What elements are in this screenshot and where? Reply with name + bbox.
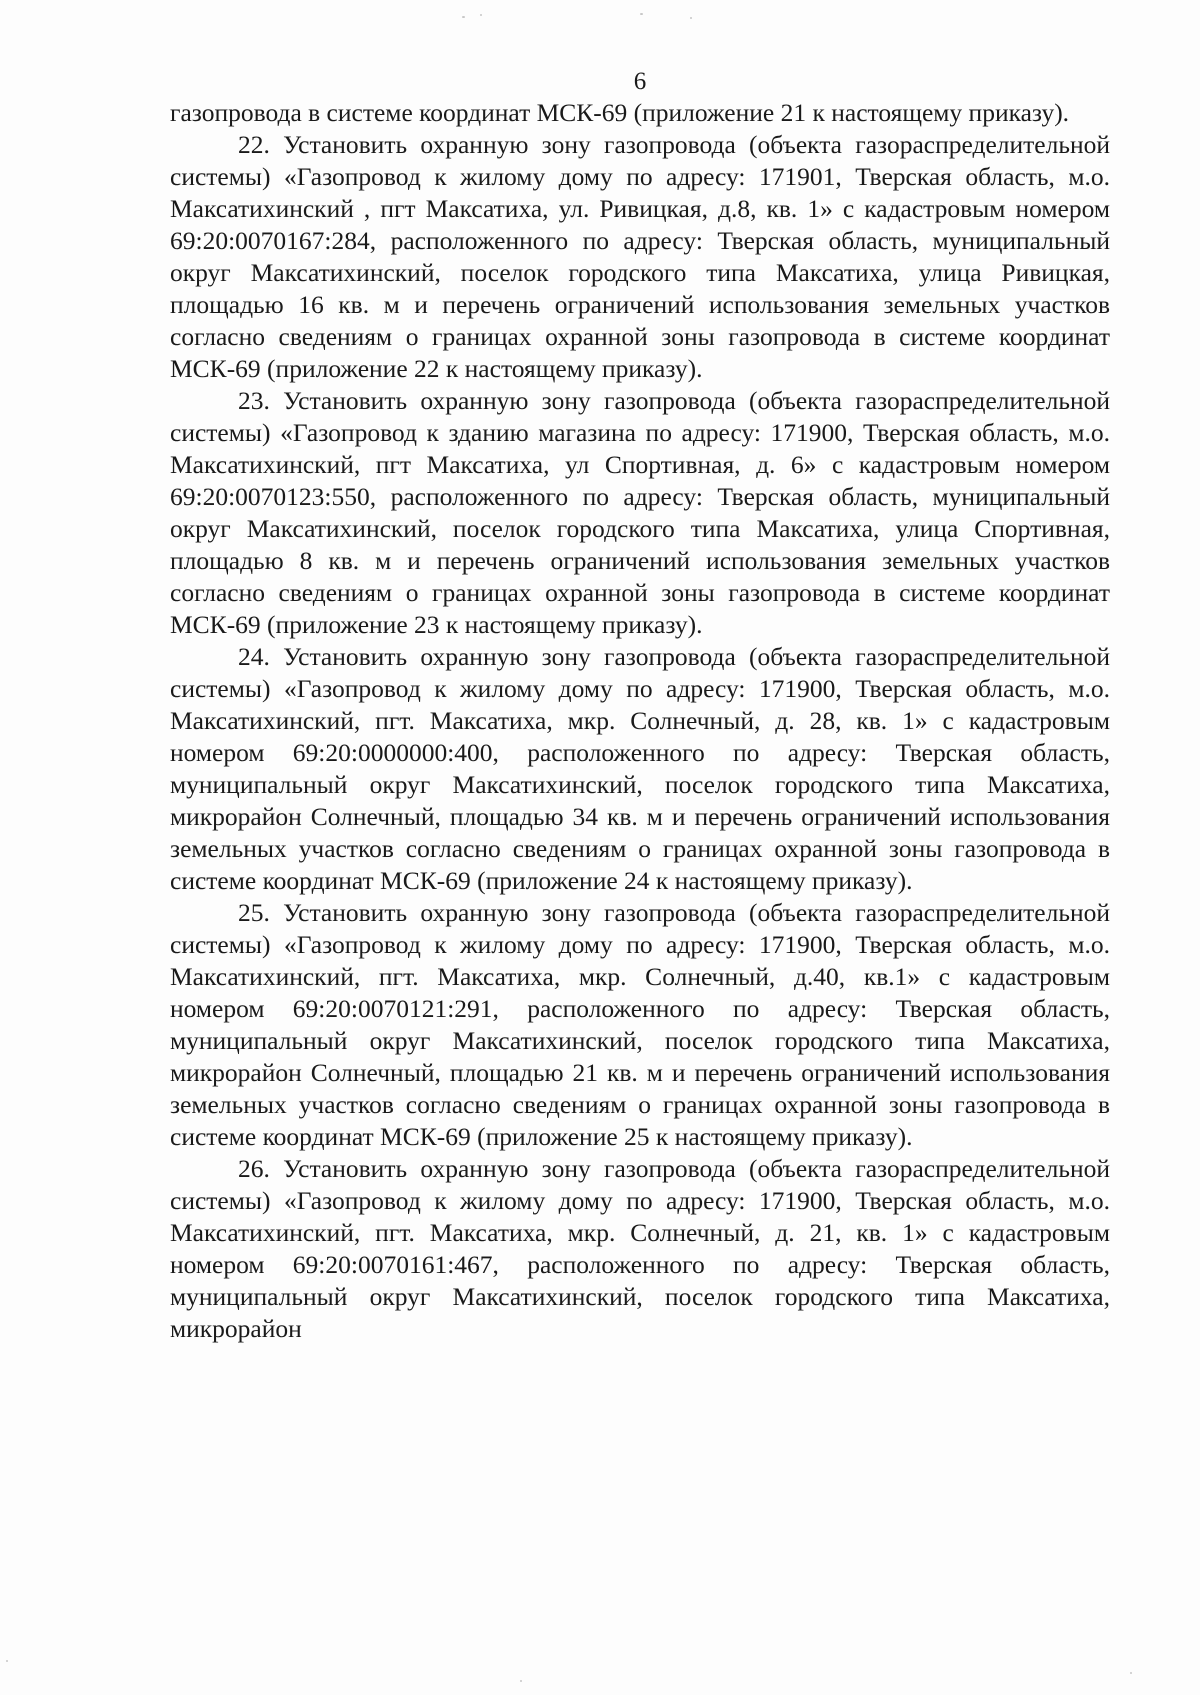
scan-speck bbox=[640, 13, 643, 15]
paragraph-item-24: 24. Установить охранную зону газопровода (объекта газораспределительной системы) «Газопровод к жилому дому по адресу: 171900, Тверская область, м.о. Максатихинский, пгт. Максатиха, мкр. Солнечный, д. 28, кв. 1» с кадастровым номером 69:20:0000000:400, расположенного по адресу: Тверская область, муниципальный округ Максатихинский, поселок городского типа Максатиха, микрорайон Солнечный, площадью 34 кв. м и перечень ограничений использования земельных участков согласно сведениям о границах охранной зоны газопровода в системе координат МСК-69 (приложение 24 к настоящему приказу). bbox=[170, 642, 1110, 895]
scan-speck bbox=[690, 17, 692, 19]
document-body bbox=[170, 97, 1110, 1345]
paragraph-item-23: 23. Установить охранную зону газопровода (объекта газораспределительной системы) «Газопровод к зданию магазина по адресу: 171900, Тверская область, м.о. Максатихинский, пгт Максатиха, ул Спортивная, д. 6» с кадастровым номером 69:20:0070123:550, расположенного по адресу: Тверская область, муниципальный округ Максатихинский, поселок городского типа Максатиха, улица Спортивная, площадью 8 кв. м и перечень ограничений использования земельных участков согласно сведениям о границах охранной зоны газопровода в системе координат МСК-69 (приложение 23 к настоящему приказу). bbox=[170, 386, 1110, 639]
paragraph-item-26: 26. Установить охранную зону газопровода (объекта газораспределительной системы) «Газопровод к жилому дому по адресу: 171900, Тверская область, м.о. Максатихинский, пгт. Максатиха, мкр. Солнечный, д. 21, кв. 1» с кадастровым номером 69:20:0070161:467, расположенного по адресу: Тверская область, муниципальный округ Максатихинский, поселок городского типа Максатиха, микрорайон bbox=[170, 1154, 1110, 1343]
paragraph-item-25: 25. Установить охранную зону газопровода (объекта газораспределительной системы) «Газопровод к жилому дому по адресу: 171900, Тверская область, м.о. Максатихинский, пгт. Максатиха, мкр. Солнечный, д.40, кв.1» с кадастровым номером 69:20:0070121:291, расположенного по адресу: Тверская область, муниципальный округ Максатихинский, поселок городского типа Максатиха, микрорайон Солнечный, площадью 21 кв. м и перечень ограничений использования земельных участков согласно сведениям о границах охранной зоны газопровода в системе координат МСК-69 (приложение 25 к настоящему приказу). bbox=[170, 898, 1110, 1151]
paragraph-continuation: газопровода в системе координат МСК-69 (приложение 21 к настоящему приказу). bbox=[170, 98, 1070, 127]
page-number: 6 bbox=[633, 68, 647, 95]
scan-speck bbox=[1130, 1672, 1132, 1674]
scan-speck bbox=[520, 1680, 522, 1682]
scan-speck bbox=[480, 14, 482, 16]
paragraph-item-22: 22. Установить охранную зону газопровода (объекта газораспределительной системы) «Газопровод к жилому дому по адресу: 171901, Тверская область, м.о. Максатихинский , пгт Максатиха, ул. Ривицкая, д.8, кв. 1» с кадастровым номером 69:20:0070167:284, расположенного по адресу: Тверская область, муниципальный округ Максатихинский, поселок городского типа Максатиха, улица Ривицкая, площадью 16 кв. м и перечень ограничений использования земельных участков согласно сведениям о границах охранной зоны газопровода в системе координат МСК-69 (приложение 22 к настоящему приказу). bbox=[170, 130, 1110, 383]
scan-speck bbox=[6, 1660, 8, 1662]
scan-speck bbox=[462, 16, 465, 18]
